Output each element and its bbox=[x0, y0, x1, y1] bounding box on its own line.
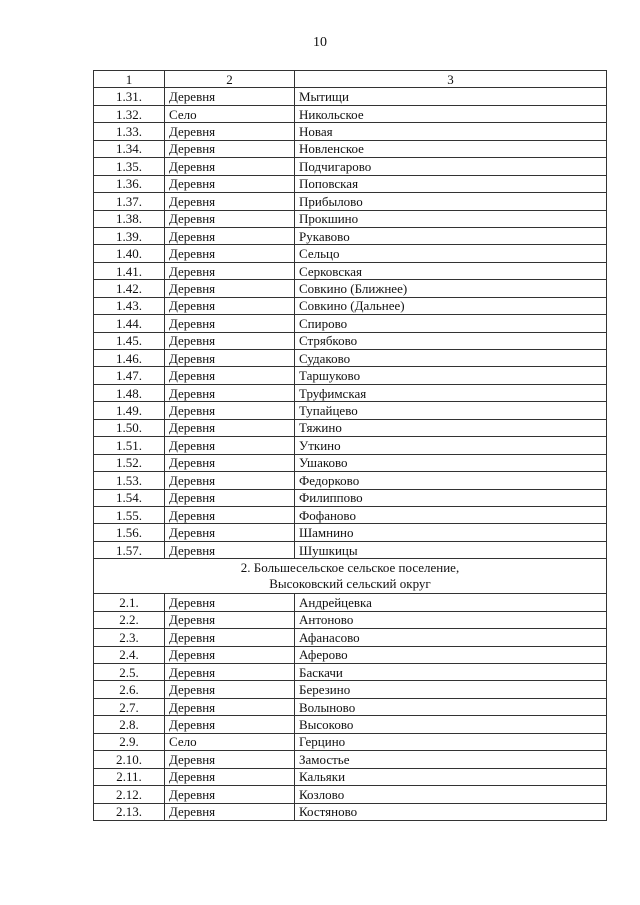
settlement-type: Деревня bbox=[165, 158, 295, 175]
table-row bbox=[94, 193, 607, 210]
page-number: 10 bbox=[313, 35, 327, 50]
settlement-name: Тяжино bbox=[295, 419, 607, 436]
row-number: 2.1. bbox=[94, 594, 165, 611]
settlement-name: Волыново bbox=[295, 698, 607, 715]
settlement-type: Деревня bbox=[165, 367, 295, 384]
column-header-type: 2 bbox=[165, 71, 295, 88]
settlement-name: Прокшино bbox=[295, 210, 607, 227]
table-row bbox=[94, 158, 607, 175]
settlement-name: Совкино (Ближнее) bbox=[295, 280, 607, 297]
section-heading-row bbox=[94, 559, 607, 594]
table-row bbox=[94, 315, 607, 332]
table-row bbox=[94, 123, 607, 140]
settlement-name: Подчигарово bbox=[295, 158, 607, 175]
row-number: 2.4. bbox=[94, 646, 165, 663]
section-heading-line-1: 2. Большесельское сельское поселение, bbox=[240, 560, 460, 576]
row-number: 1.43. bbox=[94, 297, 165, 314]
table-row bbox=[94, 472, 607, 489]
settlement-type: Деревня bbox=[165, 506, 295, 523]
settlement-name: Новая bbox=[295, 123, 607, 140]
table-row bbox=[94, 506, 607, 523]
settlement-type: Деревня bbox=[165, 716, 295, 733]
settlement-name: Баскачи bbox=[295, 664, 607, 681]
settlement-name: Совкино (Дальнее) bbox=[295, 297, 607, 314]
table-header-row bbox=[94, 71, 607, 88]
settlement-name: Фофаново bbox=[295, 506, 607, 523]
settlement-name: Таршуково bbox=[295, 367, 607, 384]
row-number: 2.11. bbox=[94, 768, 165, 785]
table-row bbox=[94, 803, 607, 820]
settlement-type: Село bbox=[165, 733, 295, 750]
row-number: 1.42. bbox=[94, 280, 165, 297]
table-row bbox=[94, 402, 607, 419]
row-number: 1.57. bbox=[94, 541, 165, 558]
table-row bbox=[94, 594, 607, 611]
settlement-type: Деревня bbox=[165, 123, 295, 140]
row-number: 2.13. bbox=[94, 803, 165, 820]
table-row bbox=[94, 437, 607, 454]
settlement-type: Деревня bbox=[165, 88, 295, 105]
settlement-type: Деревня bbox=[165, 227, 295, 244]
settlement-type: Деревня bbox=[165, 786, 295, 803]
table-row bbox=[94, 698, 607, 715]
settlement-type: Деревня bbox=[165, 245, 295, 262]
table-row bbox=[94, 489, 607, 506]
settlement-name: Андрейцевка bbox=[295, 594, 607, 611]
table-row bbox=[94, 210, 607, 227]
settlement-type: Деревня bbox=[165, 681, 295, 698]
settlement-type: Деревня bbox=[165, 629, 295, 646]
row-number: 1.53. bbox=[94, 472, 165, 489]
row-number: 1.56. bbox=[94, 524, 165, 541]
row-number: 1.52. bbox=[94, 454, 165, 471]
settlement-type: Деревня bbox=[165, 594, 295, 611]
settlement-type: Деревня bbox=[165, 768, 295, 785]
row-number: 1.36. bbox=[94, 175, 165, 192]
table-row bbox=[94, 297, 607, 314]
settlement-name: Шушкицы bbox=[295, 541, 607, 558]
row-number: 1.34. bbox=[94, 140, 165, 157]
row-number: 1.54. bbox=[94, 489, 165, 506]
row-number: 2.9. bbox=[94, 733, 165, 750]
row-number: 1.45. bbox=[94, 332, 165, 349]
settlement-name: Уткино bbox=[295, 437, 607, 454]
settlement-name: Спирово bbox=[295, 315, 607, 332]
section-heading-line-2: Высоковский сельский округ bbox=[269, 576, 431, 592]
settlement-table bbox=[93, 70, 607, 821]
table-row bbox=[94, 664, 607, 681]
column-header-name: 3 bbox=[295, 71, 607, 88]
row-number: 1.31. bbox=[94, 88, 165, 105]
settlement-type: Деревня bbox=[165, 751, 295, 768]
settlement-type: Деревня bbox=[165, 210, 295, 227]
settlement-type: Деревня bbox=[165, 437, 295, 454]
settlement-type: Деревня bbox=[165, 454, 295, 471]
table-row bbox=[94, 140, 607, 157]
table-row bbox=[94, 419, 607, 436]
settlement-type: Деревня bbox=[165, 384, 295, 401]
row-number: 1.44. bbox=[94, 315, 165, 332]
table-row bbox=[94, 245, 607, 262]
row-number: 1.39. bbox=[94, 227, 165, 244]
row-number: 1.40. bbox=[94, 245, 165, 262]
settlement-type: Деревня bbox=[165, 402, 295, 419]
row-number: 2.12. bbox=[94, 786, 165, 803]
settlement-type: Деревня bbox=[165, 175, 295, 192]
row-number: 1.32. bbox=[94, 105, 165, 122]
settlement-type: Деревня bbox=[165, 489, 295, 506]
settlement-name: Серковская bbox=[295, 262, 607, 279]
settlement-name: Шамнино bbox=[295, 524, 607, 541]
settlement-name: Аферово bbox=[295, 646, 607, 663]
settlement-name: Высоково bbox=[295, 716, 607, 733]
row-number: 2.2. bbox=[94, 611, 165, 628]
settlement-type: Деревня bbox=[165, 193, 295, 210]
settlement-type: Деревня bbox=[165, 611, 295, 628]
table-row bbox=[94, 786, 607, 803]
settlement-type: Деревня bbox=[165, 350, 295, 367]
table-row bbox=[94, 611, 607, 628]
row-number: 2.3. bbox=[94, 629, 165, 646]
settlement-name: Мытищи bbox=[295, 88, 607, 105]
settlement-type: Деревня bbox=[165, 140, 295, 157]
settlement-name: Герцино bbox=[295, 733, 607, 750]
settlement-name: Прибылово bbox=[295, 193, 607, 210]
settlement-name: Антоново bbox=[295, 611, 607, 628]
settlement-name: Труфимская bbox=[295, 384, 607, 401]
table-row bbox=[94, 88, 607, 105]
settlement-type: Деревня bbox=[165, 419, 295, 436]
row-number: 1.55. bbox=[94, 506, 165, 523]
settlement-name: Стрябково bbox=[295, 332, 607, 349]
row-number: 1.51. bbox=[94, 437, 165, 454]
settlement-type: Деревня bbox=[165, 472, 295, 489]
row-number: 1.41. bbox=[94, 262, 165, 279]
table-row bbox=[94, 175, 607, 192]
settlement-type: Деревня bbox=[165, 664, 295, 681]
table-row bbox=[94, 227, 607, 244]
settlement-type: Деревня bbox=[165, 803, 295, 820]
settlement-type: Деревня bbox=[165, 315, 295, 332]
row-number: 1.35. bbox=[94, 158, 165, 175]
table-row bbox=[94, 105, 607, 122]
row-number: 2.7. bbox=[94, 698, 165, 715]
row-number: 1.48. bbox=[94, 384, 165, 401]
settlement-table-body bbox=[94, 71, 607, 821]
row-number: 1.46. bbox=[94, 350, 165, 367]
row-number: 2.5. bbox=[94, 664, 165, 681]
settlement-name: Замостье bbox=[295, 751, 607, 768]
row-number: 1.33. bbox=[94, 123, 165, 140]
row-number: 2.6. bbox=[94, 681, 165, 698]
row-number: 1.49. bbox=[94, 402, 165, 419]
row-number: 1.47. bbox=[94, 367, 165, 384]
table-row bbox=[94, 768, 607, 785]
settlement-name: Афанасово bbox=[295, 629, 607, 646]
settlement-name: Никольское bbox=[295, 105, 607, 122]
table-row bbox=[94, 262, 607, 279]
settlement-name: Тупайцево bbox=[295, 402, 607, 419]
settlement-name: Козлово bbox=[295, 786, 607, 803]
settlement-name: Федорково bbox=[295, 472, 607, 489]
settlement-type: Деревня bbox=[165, 297, 295, 314]
table-row bbox=[94, 350, 607, 367]
table-row bbox=[94, 454, 607, 471]
settlement-name: Кальяки bbox=[295, 768, 607, 785]
settlement-name: Сельцо bbox=[295, 245, 607, 262]
table-row bbox=[94, 716, 607, 733]
table-row bbox=[94, 646, 607, 663]
settlement-name: Костяново bbox=[295, 803, 607, 820]
row-number: 1.50. bbox=[94, 419, 165, 436]
settlement-type: Деревня bbox=[165, 262, 295, 279]
settlement-type: Деревня bbox=[165, 280, 295, 297]
settlement-type: Деревня bbox=[165, 541, 295, 558]
settlement-type: Деревня bbox=[165, 698, 295, 715]
table-row bbox=[94, 751, 607, 768]
table-row bbox=[94, 733, 607, 750]
row-number: 2.10. bbox=[94, 751, 165, 768]
settlement-type: Деревня bbox=[165, 646, 295, 663]
section-heading bbox=[94, 559, 607, 594]
settlement-type: Деревня bbox=[165, 524, 295, 541]
table-row bbox=[94, 629, 607, 646]
settlement-type: Деревня bbox=[165, 332, 295, 349]
table-row bbox=[94, 280, 607, 297]
column-header-number: 1 bbox=[94, 71, 165, 88]
table-row bbox=[94, 541, 607, 558]
settlement-name: Ушаково bbox=[295, 454, 607, 471]
row-number: 1.37. bbox=[94, 193, 165, 210]
settlement-name: Судаково bbox=[295, 350, 607, 367]
table-row bbox=[94, 524, 607, 541]
settlement-name: Поповская bbox=[295, 175, 607, 192]
settlement-name: Филиппово bbox=[295, 489, 607, 506]
row-number: 1.38. bbox=[94, 210, 165, 227]
table-row bbox=[94, 384, 607, 401]
row-number: 2.8. bbox=[94, 716, 165, 733]
settlement-name: Рукавово bbox=[295, 227, 607, 244]
table-row bbox=[94, 367, 607, 384]
settlement-name: Новленское bbox=[295, 140, 607, 157]
settlement-type: Село bbox=[165, 105, 295, 122]
table-row bbox=[94, 332, 607, 349]
table-row bbox=[94, 681, 607, 698]
settlement-name: Березино bbox=[295, 681, 607, 698]
